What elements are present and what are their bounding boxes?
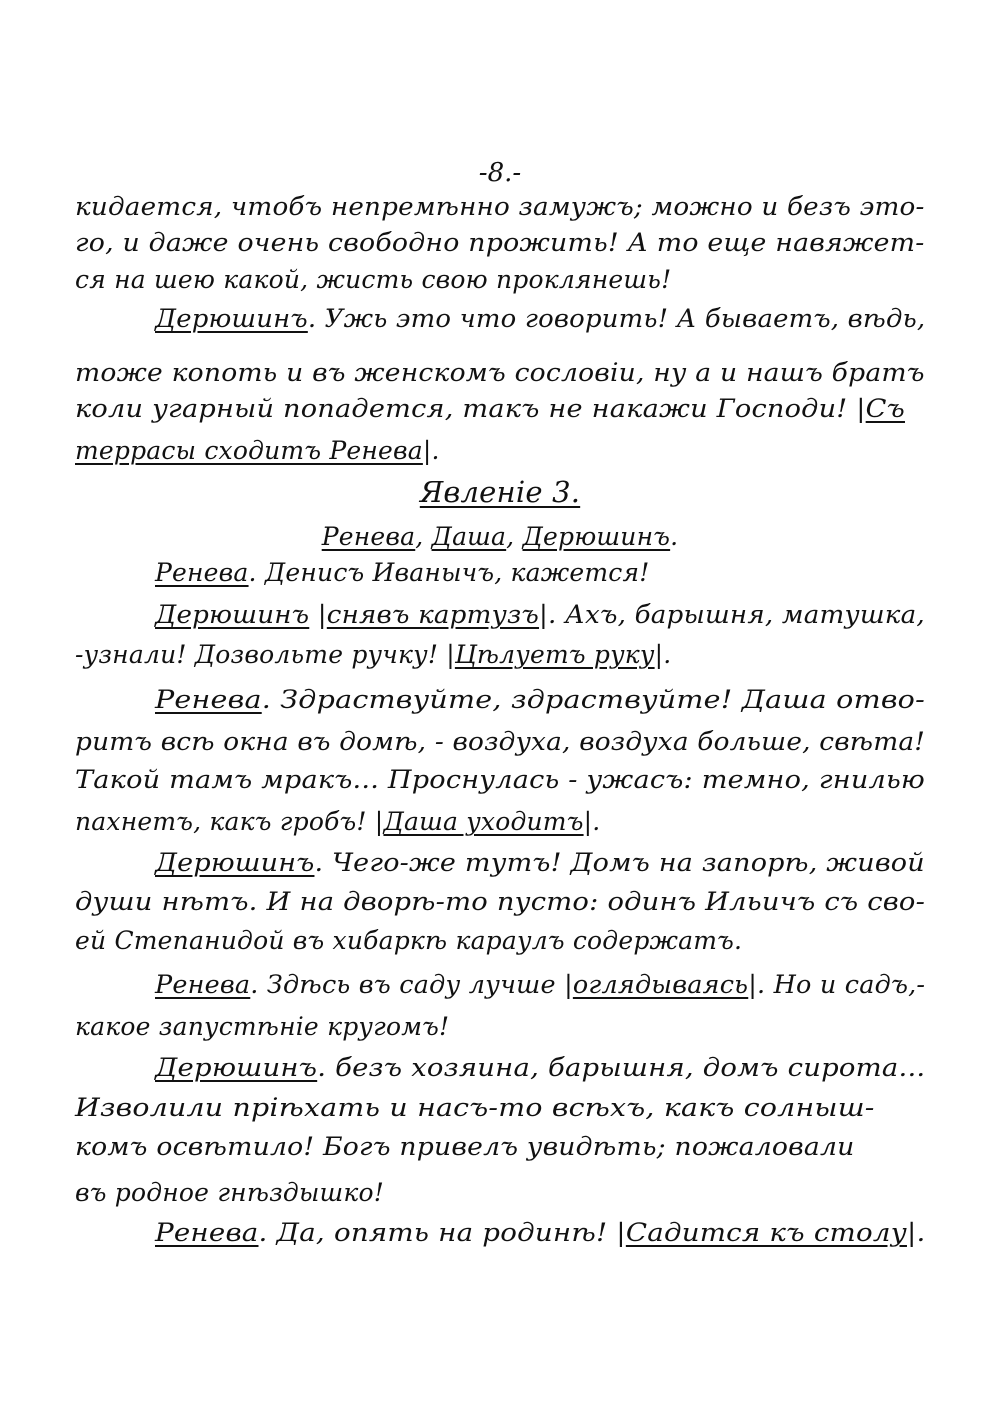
scene-characters xyxy=(0,522,1000,551)
text-line xyxy=(75,926,742,955)
text-segment: кидается, чтобъ непремѣнно замужъ; можно и безъ это- xyxy=(75,192,925,221)
underlined-text: Цѣлуетъ руку xyxy=(454,640,655,669)
text-segment: . xyxy=(670,522,679,551)
underlined-text: Дерюшинъ xyxy=(155,1053,318,1082)
text-segment: Такой тамъ мракъ... Проснулась - ужасъ: темно, гнилью xyxy=(75,765,926,794)
underlined-text: Ренева xyxy=(155,685,262,714)
text-segment: . Здѣсь въ саду лучше | xyxy=(250,970,573,999)
text-line xyxy=(75,765,925,794)
text-segment: ей Степанидой въ хибаркѣ караулъ содержатъ. xyxy=(75,926,743,955)
text-line xyxy=(75,1178,384,1207)
text-line xyxy=(75,192,925,221)
text-line xyxy=(155,304,925,333)
text-segment: |. xyxy=(422,436,440,465)
text-line xyxy=(155,1218,926,1247)
underlined-text: Дерюшинъ xyxy=(155,304,308,333)
text-line xyxy=(155,685,925,714)
text-segment: , xyxy=(415,522,432,551)
text-segment: го, и даже очень свободно прожить! А то еще навяжет- xyxy=(75,228,925,257)
text-line xyxy=(75,1132,855,1161)
underlined-text: Даша уходитъ xyxy=(383,807,584,836)
underlined-text: Ренева xyxy=(155,970,251,999)
text-line xyxy=(75,265,671,294)
underlined-text: Ренева xyxy=(155,1218,259,1247)
text-segment: пахнетъ, какъ гробъ! | xyxy=(75,807,384,836)
text-segment: души нѣтъ. И на дворѣ-то пусто: одинъ Ильичъ съ сво- xyxy=(75,887,926,916)
underlined-text: Дерюшинъ xyxy=(522,522,671,551)
underlined-text: снявъ картузъ xyxy=(326,600,540,629)
underlined-text: Даша xyxy=(431,522,507,551)
underlined-text: Дерюшинъ xyxy=(155,600,310,629)
text-segment: тоже копоть и въ женскомъ сословіи, ну а и нашъ братъ xyxy=(75,358,925,387)
text-segment: какое запустѣніе кругомъ! xyxy=(75,1012,450,1041)
text-segment: коли угарный попадется, такъ не накажи Господи! | xyxy=(75,394,866,423)
text-segment: | xyxy=(309,600,327,629)
underlined-text: Ренева xyxy=(321,522,416,551)
scene-heading xyxy=(0,475,1000,509)
text-line xyxy=(155,848,925,877)
text-segment: -узнали! Дозвольте ручку! | xyxy=(75,640,455,669)
page-number: -8.- xyxy=(478,158,522,188)
text-segment: . Да, опять на родинѣ! | xyxy=(258,1218,626,1247)
text-line xyxy=(75,1093,875,1122)
underlined-text: Дерюшинъ xyxy=(155,848,315,877)
text-segment: , xyxy=(506,522,523,551)
text-segment: |. Но и садъ,- xyxy=(748,970,926,999)
underlined-text: Ренева xyxy=(155,558,249,587)
text-segment: . Чего-же тутъ! Домъ на запорѣ, живой xyxy=(314,848,925,877)
text-line xyxy=(75,727,925,756)
text-line xyxy=(75,394,905,423)
text-line xyxy=(75,887,925,916)
text-line xyxy=(75,807,600,836)
text-line xyxy=(75,640,671,669)
text-line xyxy=(155,558,650,587)
text-segment: комъ освѣтило! Богъ привелъ увидѣть; пожаловали xyxy=(75,1132,855,1161)
underlined-text: Съ xyxy=(865,394,905,423)
text-segment: . Денисъ Иванычъ, кажется! xyxy=(248,558,650,587)
text-segment: |. xyxy=(906,1218,926,1247)
text-line xyxy=(75,228,925,257)
text-segment: . безъ хозяина, барышня, домъ сирота... xyxy=(317,1053,926,1082)
underlined-text: террасы сходитъ Ренева xyxy=(75,436,423,465)
text-segment: ритъ всѣ окна въ домѣ, - воздуха, воздуха больше, свѣта! xyxy=(75,727,926,756)
text-line xyxy=(75,358,925,387)
text-segment: |. Ахъ, барышня, матушка, xyxy=(539,600,925,629)
text-segment: ся на шею какой, жисть свою проклянешь! xyxy=(75,265,672,294)
text-line xyxy=(155,970,925,999)
text-line xyxy=(75,1012,449,1041)
underlined-text: Садится къ столу xyxy=(625,1218,907,1247)
text-segment: Изволили пріѣхать и насъ-то всѣхъ, какъ солныш- xyxy=(75,1093,875,1122)
text-segment: . Здраствуйте, здраствуйте! Даша отво- xyxy=(261,685,925,714)
underlined-text: Явленіе 3. xyxy=(419,475,581,509)
text-line xyxy=(155,600,925,629)
text-line xyxy=(155,1053,925,1082)
text-line xyxy=(75,436,440,465)
underlined-text: оглядываясь xyxy=(572,970,749,999)
text-segment: . Ужь это что говорить! А бываетъ, вѣдь, xyxy=(307,304,926,333)
text-segment: |. xyxy=(583,807,601,836)
text-segment: въ родное гнѣздышко! xyxy=(75,1178,385,1207)
text-segment: |. xyxy=(654,640,672,669)
